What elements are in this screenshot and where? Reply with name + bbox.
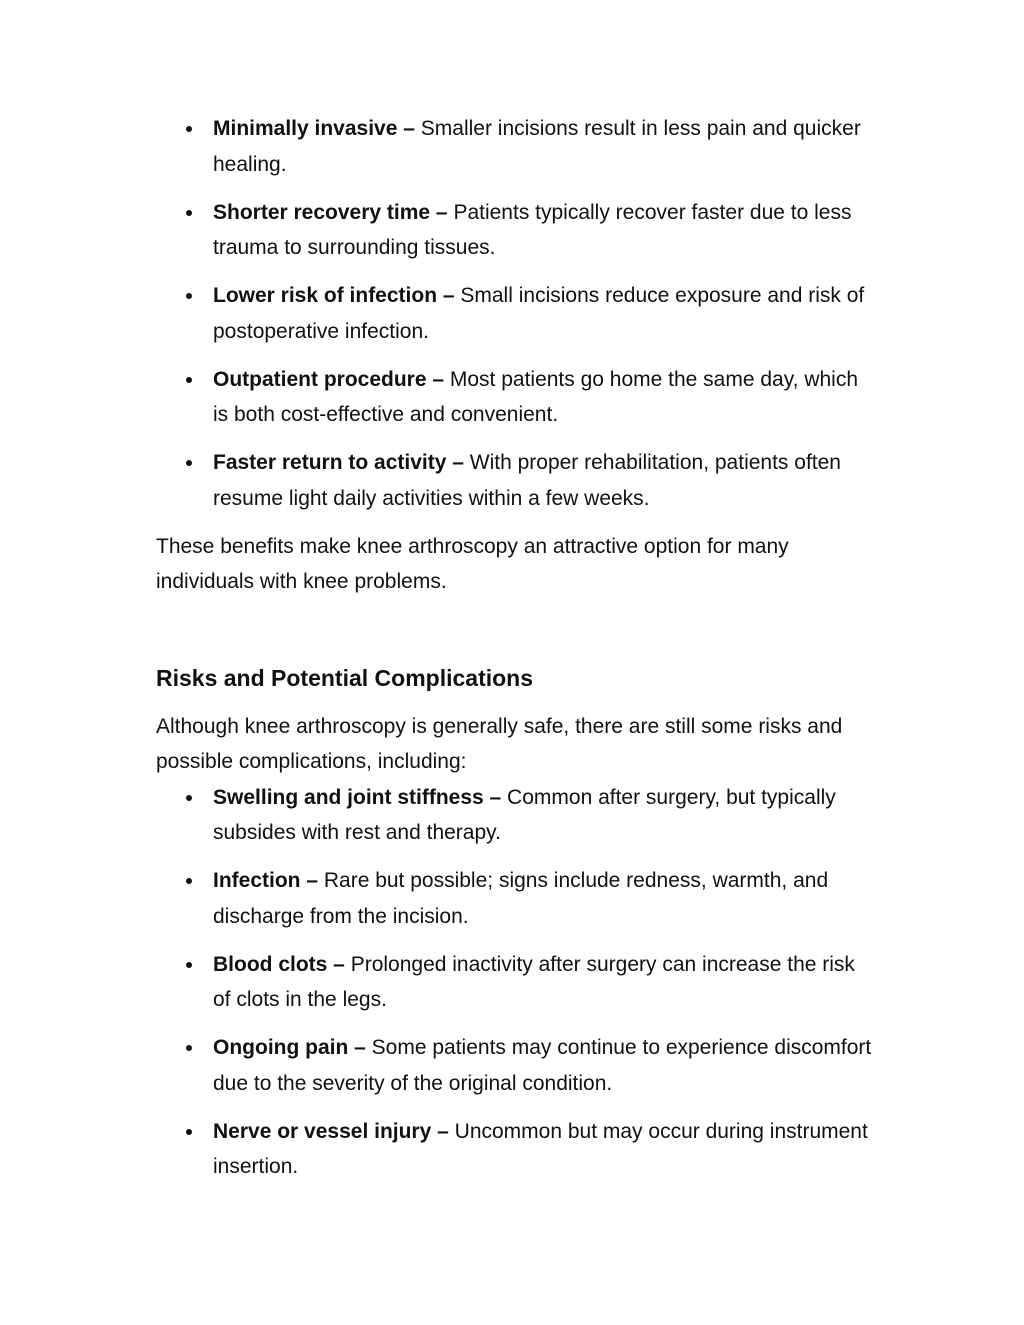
bullet-icon: [186, 1129, 192, 1135]
item-term: Faster return to activity –: [213, 451, 464, 474]
section-heading: Risks and Potential Complications: [156, 664, 534, 691]
item-term: Lower risk of infection –: [213, 284, 455, 307]
item-term: Infection –: [213, 869, 319, 892]
document-page: [156, 111, 876, 1197]
item-text: Rare but possible; signs include redness, warmth, and discharge from the incision.: [213, 869, 829, 928]
list-item: [156, 1030, 876, 1101]
item-text: Common after surgery, but typically subsides with rest and therapy.: [213, 785, 836, 844]
risks-list: [156, 780, 876, 1185]
item-term: Swelling and joint stiffness –: [213, 785, 502, 809]
benefits-summary: These benefits make knee arthroscopy an attractive option for many individuals with knee problems.: [156, 534, 789, 593]
list-item: [156, 863, 876, 934]
bullet-icon: [186, 460, 192, 466]
list-item: [156, 947, 876, 1018]
list-item: [156, 111, 876, 182]
benefits-list: [156, 111, 876, 516]
item-text: Some patients may continue to experience discomfort due to the severity of the original condition.: [213, 1036, 872, 1095]
item-text: With proper rehabilitation, patients often resume light daily activities within a few weeks.: [213, 451, 841, 510]
item-term: Shorter recovery time –: [213, 200, 448, 224]
list-item: [156, 362, 876, 433]
item-term: Ongoing pain –: [213, 1036, 366, 1059]
bullet-icon: [186, 795, 192, 801]
list-item: [156, 445, 876, 516]
bullet-icon: [186, 878, 192, 884]
bullet-icon: [186, 210, 192, 216]
bullet-icon: [186, 377, 192, 383]
risks-intro: Although knee arthroscopy is generally safe, there are still some risks and possible complications, including:: [156, 714, 843, 773]
item-term: Blood clots –: [213, 952, 345, 976]
list-item: [156, 780, 876, 851]
item-text: Small incisions reduce exposure and risk of postoperative infection.: [213, 284, 865, 343]
item-text: Prolonged inactivity after surgery can increase the risk of clots in the legs.: [213, 952, 855, 1011]
section-spacer: [156, 600, 876, 661]
item-term: Nerve or vessel injury –: [213, 1119, 449, 1143]
list-item: [156, 195, 876, 266]
item-term: Minimally invasive –: [213, 117, 415, 140]
item-term: Outpatient procedure –: [213, 367, 445, 391]
list-item: [156, 1114, 876, 1185]
item-text: Smaller incisions result in less pain and quicker healing.: [213, 117, 861, 176]
bullet-icon: [186, 962, 192, 968]
item-text: Patients typically recover faster due to less trauma to surrounding tissues.: [213, 200, 852, 259]
bullet-icon: [186, 1045, 192, 1051]
item-text: Most patients go home the same day, which is both cost-effective and convenient.: [213, 367, 859, 426]
bullet-icon: [186, 126, 192, 132]
list-item: [156, 278, 876, 349]
bullet-icon: [186, 293, 192, 299]
item-text: Uncommon but may occur during instrument insertion.: [213, 1119, 868, 1178]
